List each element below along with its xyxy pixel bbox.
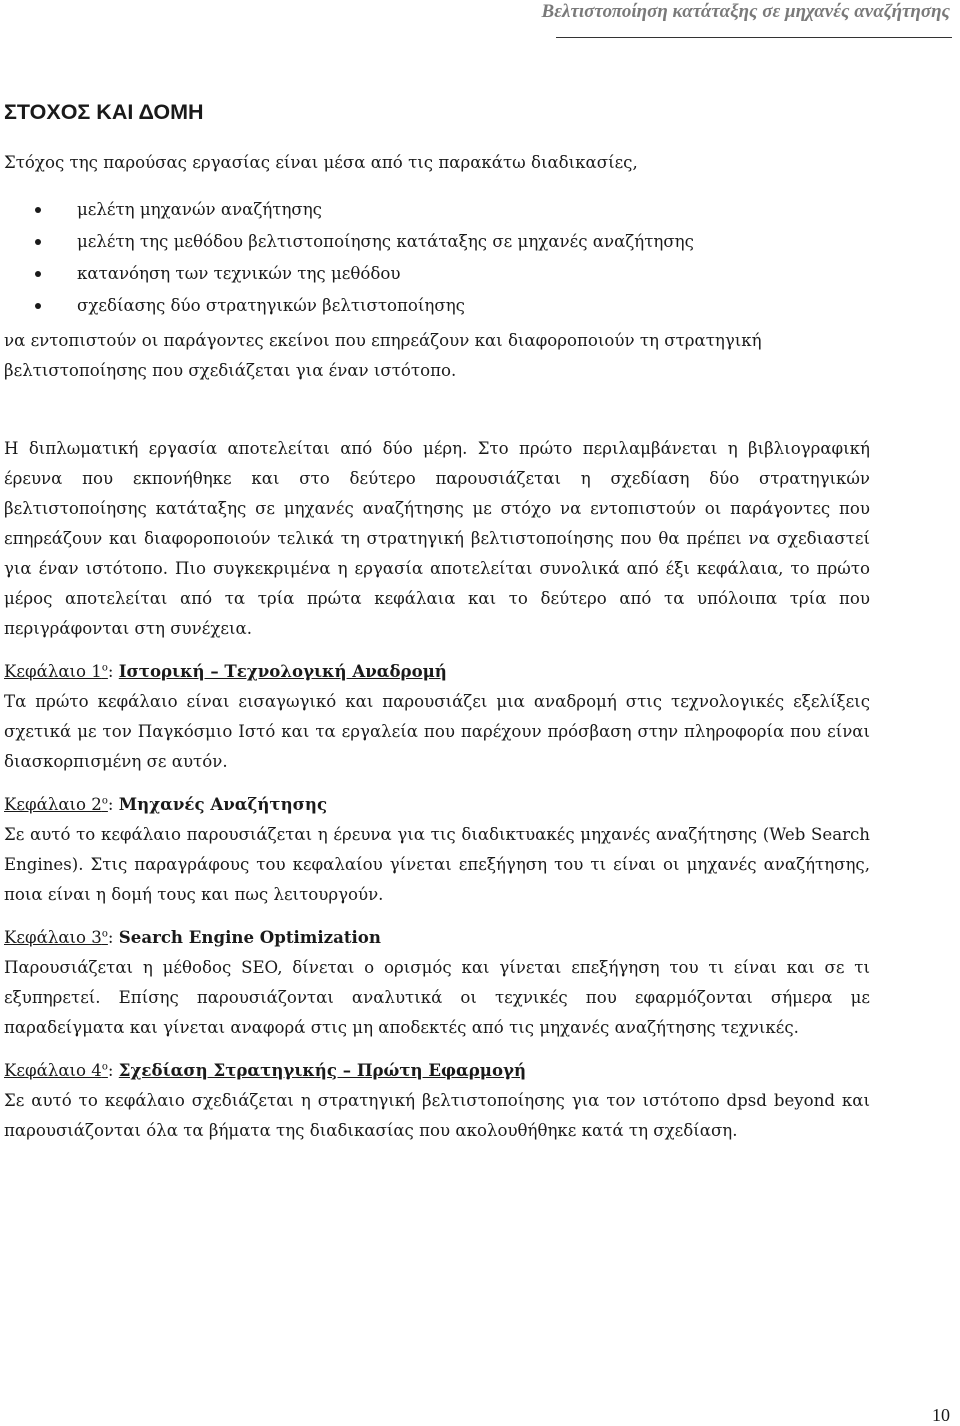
chapter-1 [4, 656, 870, 777]
chapter-label: Κεφάλαιο $2^o$ [4, 795, 108, 814]
section-title: ΣΤΟΧΟΣ ΚΑΙ ΔΟΜΗ [4, 100, 204, 124]
chapter-4 [4, 1055, 870, 1146]
list-item: σχεδίασης δύο στρατηγικών βελτιστοποίησης [4, 290, 870, 322]
chapter-label: Κεφάλαιο $4^o$ [4, 1061, 108, 1080]
list-item: μελέτη μηχανών αναζήτησης [4, 194, 870, 226]
chapter-description: Παρουσιάζεται η μέθοδος SEO, δίνεται ο ορισμός και γίνεται επεξήγηση του τι είναι και σε τι εξυπηρετεί. Επίσης παρουσιάζονται αναλυτικά οι τεχνικές που εφαρμόζονται σήμερα με παραδείγματα και γίνεται αναφορά στις μη αποδεκτές από τις μηχανές αναζήτησης τεχνικές. [4, 958, 870, 1037]
header-rule [556, 37, 952, 38]
chapter-heading: Κεφάλαιο $4^o$: Σχεδίαση Στρατηγικής – Πρώτη Εφαρμογή [4, 1060, 527, 1080]
running-header: Βελτιστοποίηση κατάταξης σε μηχανές αναζήτησης [541, 1, 950, 22]
intro-paragraph: Στόχος της παρούσας εργασίας είναι μέσα από τις παρακάτω διαδικασίες, [4, 153, 638, 172]
chapter-title: Μηχανές Αναζήτησης [118, 794, 328, 814]
chapter-title: Ιστορική – Τεχνολογική Αναδρομή [118, 661, 447, 681]
chapter-title: Σχεδίαση Στρατηγικής – Πρώτη Εφαρμογή [118, 1060, 527, 1080]
chapter-2 [4, 789, 870, 910]
goals-list [4, 194, 870, 322]
chapter-heading: Κεφάλαιο $1^o$: Ιστορική – Τεχνολογική Αναδρομή [4, 661, 447, 681]
chapter-title: Search Engine Optimization [118, 927, 381, 947]
chapter-description: Σε αυτό το κεφάλαιο παρουσιάζεται η έρευνα για τις διαδικτυακές μηχανές αναζήτησης (Web Search Engines). Στις παραγράφους του κεφαλαίου γίνεται επεξήγηση του τι είναι οι μηχανές αναζήτησης, ποια είναι η δομή τους και πως λειτουργούν. [4, 825, 870, 904]
document-body [4, 94, 870, 1146]
chapter-label: Κεφάλαιο $1^o$ [4, 662, 108, 681]
chapter-description: Σε αυτό το κεφάλαιο σχεδιάζεται η στρατηγική βελτιστοποίησης για τον ιστότοπο dpsd beyond και παρουσιάζονται όλα τα βήματα της διαδικασίας που ακολουθήθηκε κατά τη σχεδίαση. [4, 1091, 870, 1140]
chapter-description: Τα πρώτο κεφάλαιο είναι εισαγωγικό και παρουσιάζει μια αναδρομή στις τεχνολογικές εξελίξεις σχετικά με τον Παγκόσμιο Ιστό και τα εργαλεία που παρέχουν πρόσβαση στην πληροφορία που είναι διασκορπισμένη σε αυτόν. [4, 692, 870, 771]
page-number: 10 [932, 1405, 950, 1425]
chapter-heading: Κεφάλαιο $2^o$: Μηχανές Αναζήτησης [4, 794, 328, 814]
chapter-label: Κεφάλαιο $3^o$ [4, 928, 108, 947]
list-item: κατανόηση των τεχνικών της μεθόδου [4, 258, 870, 290]
list-item: μελέτη της μεθόδου βελτιστοποίησης κατάταξης σε μηχανές αναζήτησης [4, 226, 870, 258]
chapter-heading: Κεφάλαιο $3^o$: Search Engine Optimization [4, 927, 381, 947]
structure-paragraph: Η διπλωματική εργασία αποτελείται από δύο μέρη. Στο πρώτο περιλαμβάνεται η βιβλιογραφική έρευνα που εκπονήθηκε και στο δεύτερο παρουσιάζεται η σχεδίαση δύο στρατηγικών βελτιστοποίησης κατάταξης σε μηχανές αναζήτησης με στόχο να εντοπιστούν οι παράγοντες που επηρεάζουν και διαφοροποιούν τελικά τη στρατηγική βελτιστοποίησης που θα πρέπει να σχεδιαστεί για έναν ιστότοπο. Πιο συγκεκριμένα η εργασία αποτελείται συνολικά από έξι κεφάλαια, το πρώτο μέρος αποτελείται από τα τρία πρώτα κεφάλαια και το δεύτερο από τα υπόλοιπα τρία που περιγράφονται στη συνέχεια. [4, 439, 870, 638]
goals-purpose-paragraph: να εντοπιστούν οι παράγοντες εκείνοι που επηρεάζουν και διαφοροποιούν τη στρατηγική βελτιστοποίησης που σχεδιάζεται για έναν ιστότοπο. [4, 331, 762, 380]
chapter-3 [4, 922, 870, 1043]
